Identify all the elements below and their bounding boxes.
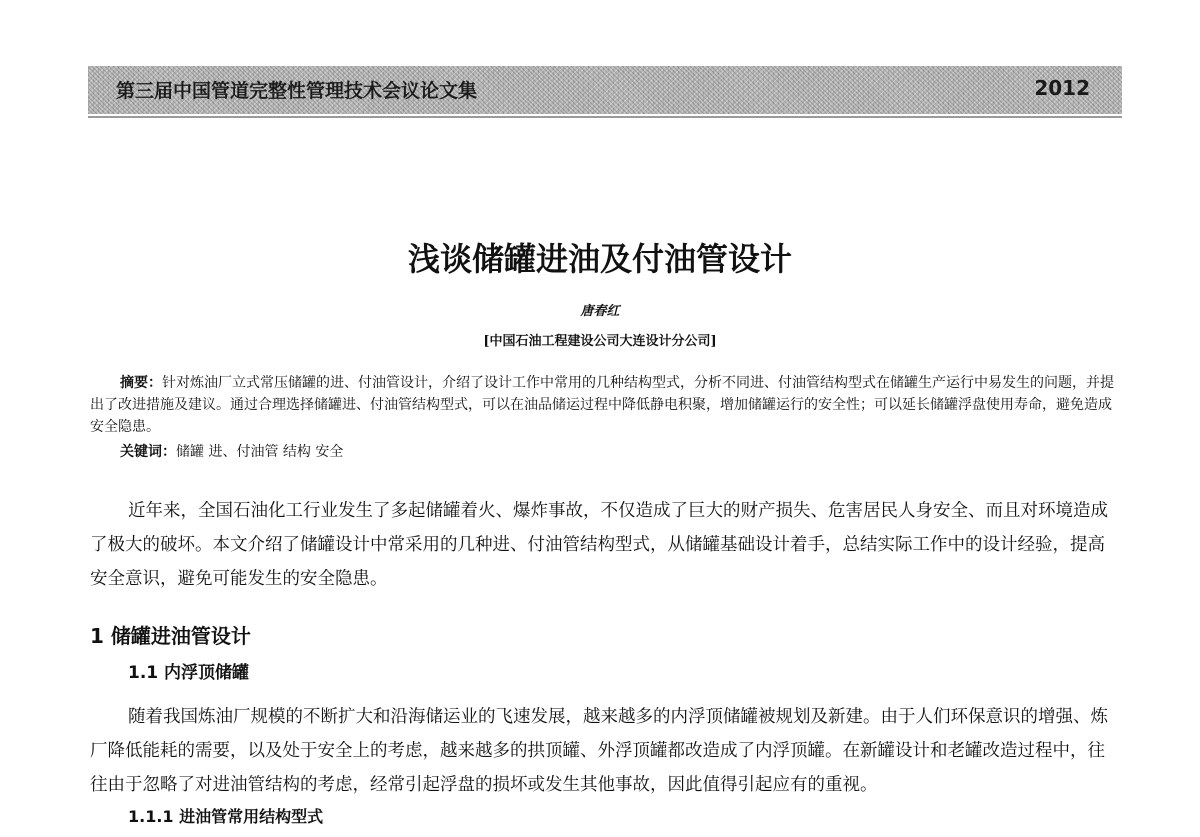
abstract-text: 针对炼油厂立式常压储罐的进、付油管设计，介绍了设计工作中常用的几种结构型式，分析不同进、付油管结构型式在储罐生产运行中易发生的问题，并提出了改进措施及建议。通过合理选择储罐进、付油管结构型式，可以在油品储运过程中降低静电积聚，增加储罐运行的安全性；可以延长储罐浮盘使用寿命，避免造成安全隐患。 (90, 375, 1114, 435)
subsection-heading: 1.1 内浮顶储罐 (128, 663, 250, 683)
proceedings-title: 第三届中国管道完整性管理技术会议论文集 (116, 80, 478, 102)
keywords (120, 441, 343, 461)
header-year: 2012 (1034, 76, 1090, 100)
section-paragraph: 随着我国炼油厂规模的不断扩大和沿海储运业的飞速发展，越来越多的内浮顶储罐被规划及新建。由于人们环保意识的增强、炼厂降低能耗的需要，以及处于安全上的考虑，越来越多的拱顶罐、外浮顶罐都改造成了内浮顶罐。在新罐设计和老罐改造过程中，往往由于忽略了对进油管结构的考虑，经常引起浮盘的损坏或发生其他事故，因此值得引起应有的重视。 (90, 707, 1108, 795)
header-rule (88, 116, 1122, 118)
affiliation: [中国石油工程建设公司大连设计分公司] (483, 334, 717, 349)
author: 唐春红 (580, 304, 620, 319)
keywords-text: 储罐 进、付油管 结构 安全 (176, 444, 344, 460)
abstract-label: 摘要： (120, 375, 162, 391)
section-heading: 1 储罐进油管设计 (90, 624, 251, 648)
paper-title: 浅谈储罐进油及付油管设计 (407, 240, 792, 278)
abstract (90, 372, 1120, 438)
header-band (88, 66, 1122, 114)
subsubsection-heading: 1.1.1 进油管常用结构型式 (128, 807, 324, 826)
keywords-label: 关键词： (120, 444, 176, 460)
intro-paragraph: 近年来，全国石油化工行业发生了多起储罐着火、爆炸事故，不仅造成了巨大的财产损失、危害居民人身安全、而且对环境造成了极大的破坏。本文介绍了储罐设计中常采用的几种进、付油管结构型式，从储罐基础设计着手，总结实际工作中的设计经验，提高安全意识，避免可能发生的安全隐患。 (90, 501, 1108, 589)
